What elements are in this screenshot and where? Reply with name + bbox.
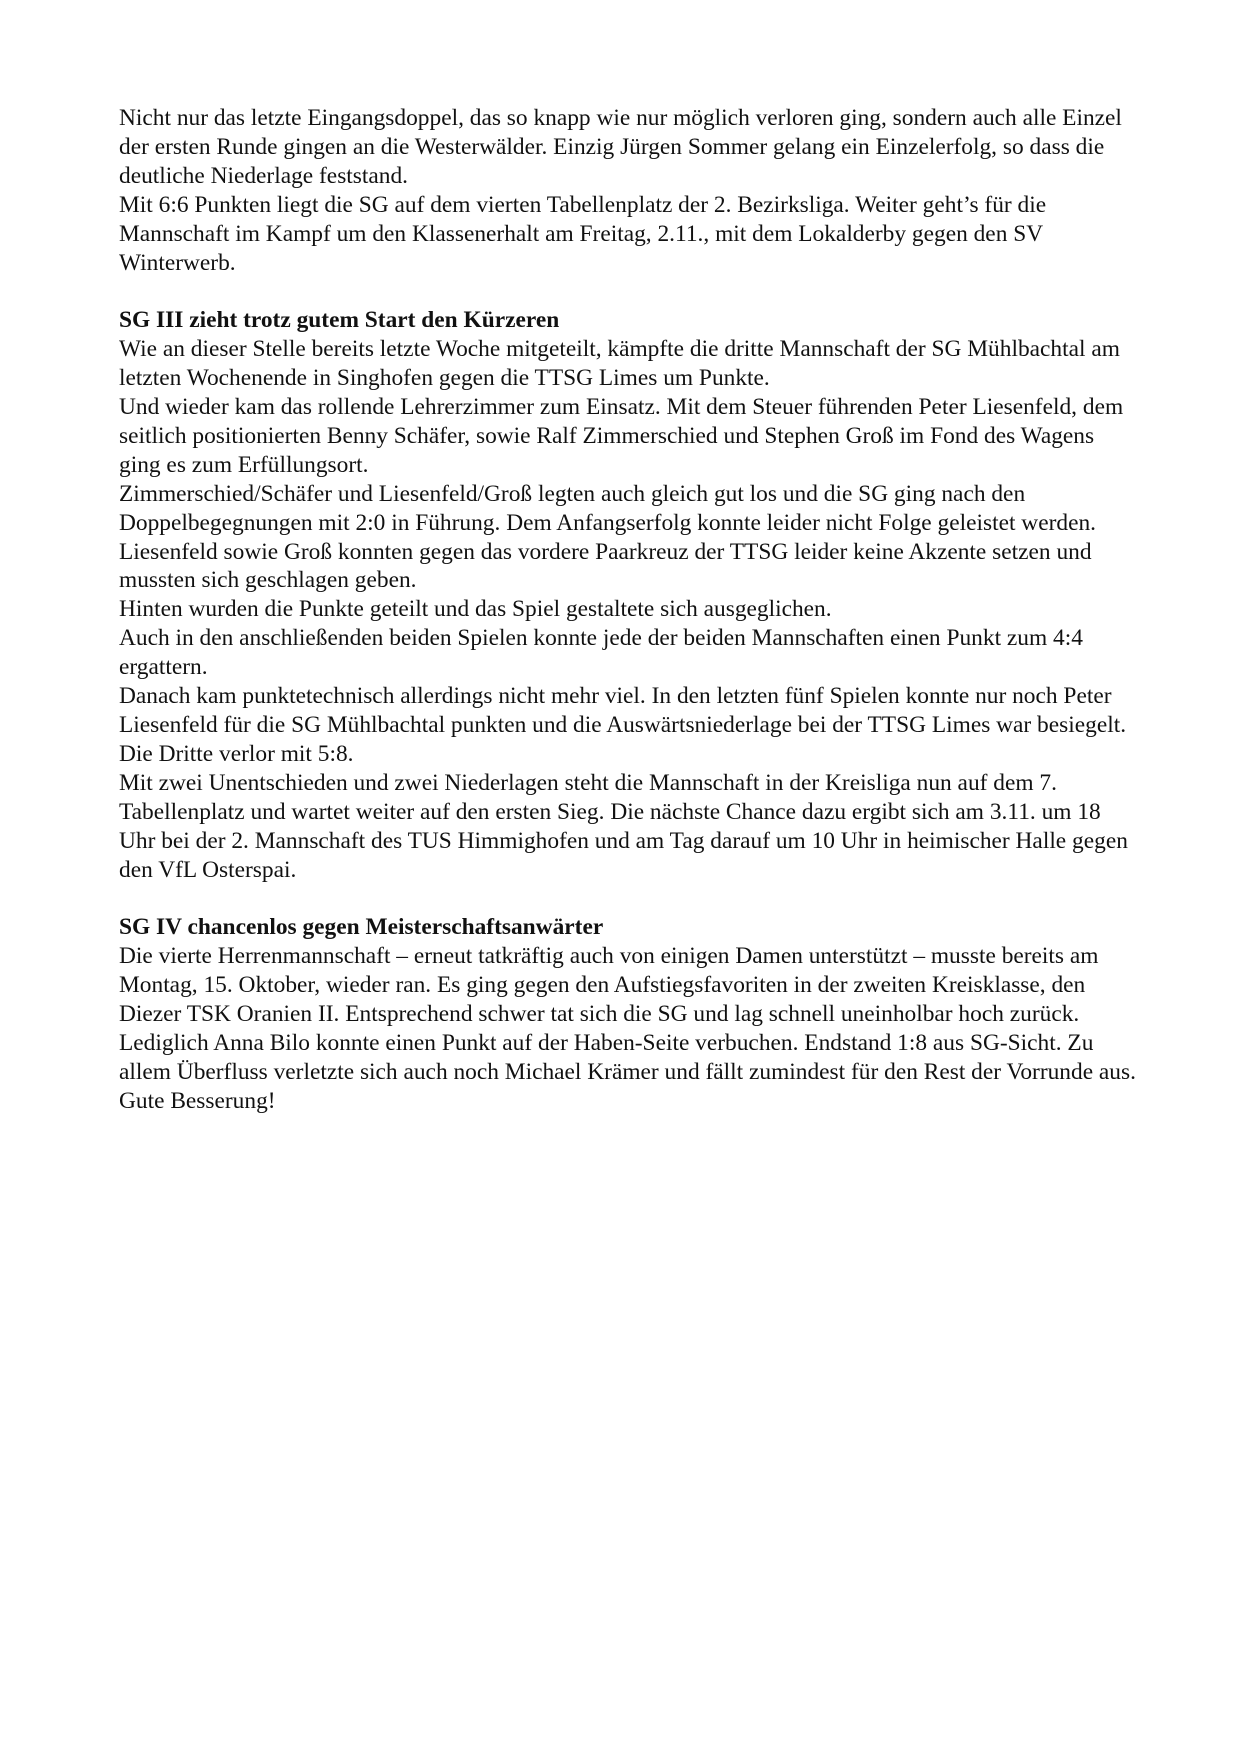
paragraph: Nicht nur das letzte Eingangsdoppel, das so knapp wie nur möglich verloren ging, sondern auch alle Einzel der ersten Runde gingen an die Westerwälder. Einzig Jürgen Sommer gelang ein Einzelerfolg, so dass die deutliche Niederlage feststand.: [119, 105, 1122, 189]
paragraph-gap: [119, 884, 1139, 913]
paragraph: Danach kam punktetechnisch allerdings nicht mehr viel. In den letzten fünf Spielen konnte nur noch Peter Liesenfeld für die SG Mühlbachtal punkten und die Auswärtsniederlage bei der TTSG Limes war besiegelt. Die Dritte verlor mit 5:8.: [119, 683, 1127, 767]
section-heading: SG IV chancenlos gegen Meisterschaftsanwärter: [119, 914, 604, 941]
section-sg4: [119, 913, 1139, 1115]
section-sg3: [119, 306, 1139, 884]
paragraph-gap: [119, 277, 1139, 306]
paragraph: Und wieder kam das rollende Lehrerzimmer zum Einsatz. Mit dem Steuer führenden Peter Liesenfeld, dem seitlich positionierten Benny Schäfer, sowie Ralf Zimmerschied und Stephen Groß im Fond des Wagens ging es zum Erfüllungsort.: [119, 394, 1124, 478]
paragraph: Mit zwei Unentschieden und zwei Niederlagen steht die Mannschaft in der Kreisliga nun auf dem 7. Tabellenplatz und wartet weiter auf den ersten Sieg. Die nächste Chance dazu ergibt sich am 3.11. um 18 Uhr bei der 2. Mannschaft des TUS Himmighofen und am Tag darauf um 10 Uhr in heimischer Halle gegen den VfL Osterspai.: [119, 769, 1128, 883]
section-heading: SG III zieht trotz gutem Start den Kürzeren: [119, 307, 560, 334]
paragraph: Die vierte Herrenmannschaft – erneut tatkräftig auch von einigen Damen unterstützt – musste bereits am Montag, 15. Oktober, wieder ran. Es ging gegen den Aufstiegsfavoriten in der zweiten Kreisklasse, den Diezer TSK Oranien II. Entsprechend schwer tat sich die SG und lag schnell uneinholbar hoch zurück. Lediglich Anna Bilo konnte einen Punkt auf der Haben-Seite verbuchen. Endstand 1:8 aus SG-Sicht. Zu allem Überfluss verletzte sich auch noch Michael Krämer und fällt zumindest für den Rest der Vorrunde aus. Gute Besserung!: [119, 943, 1136, 1114]
paragraph: Mit 6:6 Punkten liegt die SG auf dem vierten Tabellenplatz der 2. Bezirksliga. Weiter geht’s für die Mannschaft im Kampf um den Klassenerhalt am Freitag, 2.11., mit dem Lokalderby gegen den SV Winterwerb.: [119, 191, 1047, 276]
paragraph: Zimmerschied/Schäfer und Liesenfeld/Groß legten auch gleich gut los und die SG ging nach den Doppelbegegnungen mit 2:0 in Führung. Dem Anfangserfolg konnte leider nicht Folge geleistet werden. Liesenfeld sowie Groß konnten gegen das vordere Paarkreuz der TTSG leider keine Akzente setzen und mussten sich geschlagen geben.: [119, 480, 1096, 594]
paragraph: Wie an dieser Stelle bereits letzte Woche mitgeteilt, kämpfte die dritte Mannschaft der SG Mühlbachtal am letzten Wochenende in Singhofen gegen die TTSG Limes um Punkte.: [119, 336, 1120, 392]
intro-section: [119, 104, 1139, 277]
document-page: [119, 104, 1139, 1116]
paragraph: Hinten wurden die Punkte geteilt und das Spiel gestaltete sich ausgeglichen.: [119, 596, 832, 623]
paragraph: Auch in den anschließenden beiden Spielen konnte jede der beiden Mannschaften einen Punkt zum 4:4 ergattern.: [119, 625, 1083, 681]
